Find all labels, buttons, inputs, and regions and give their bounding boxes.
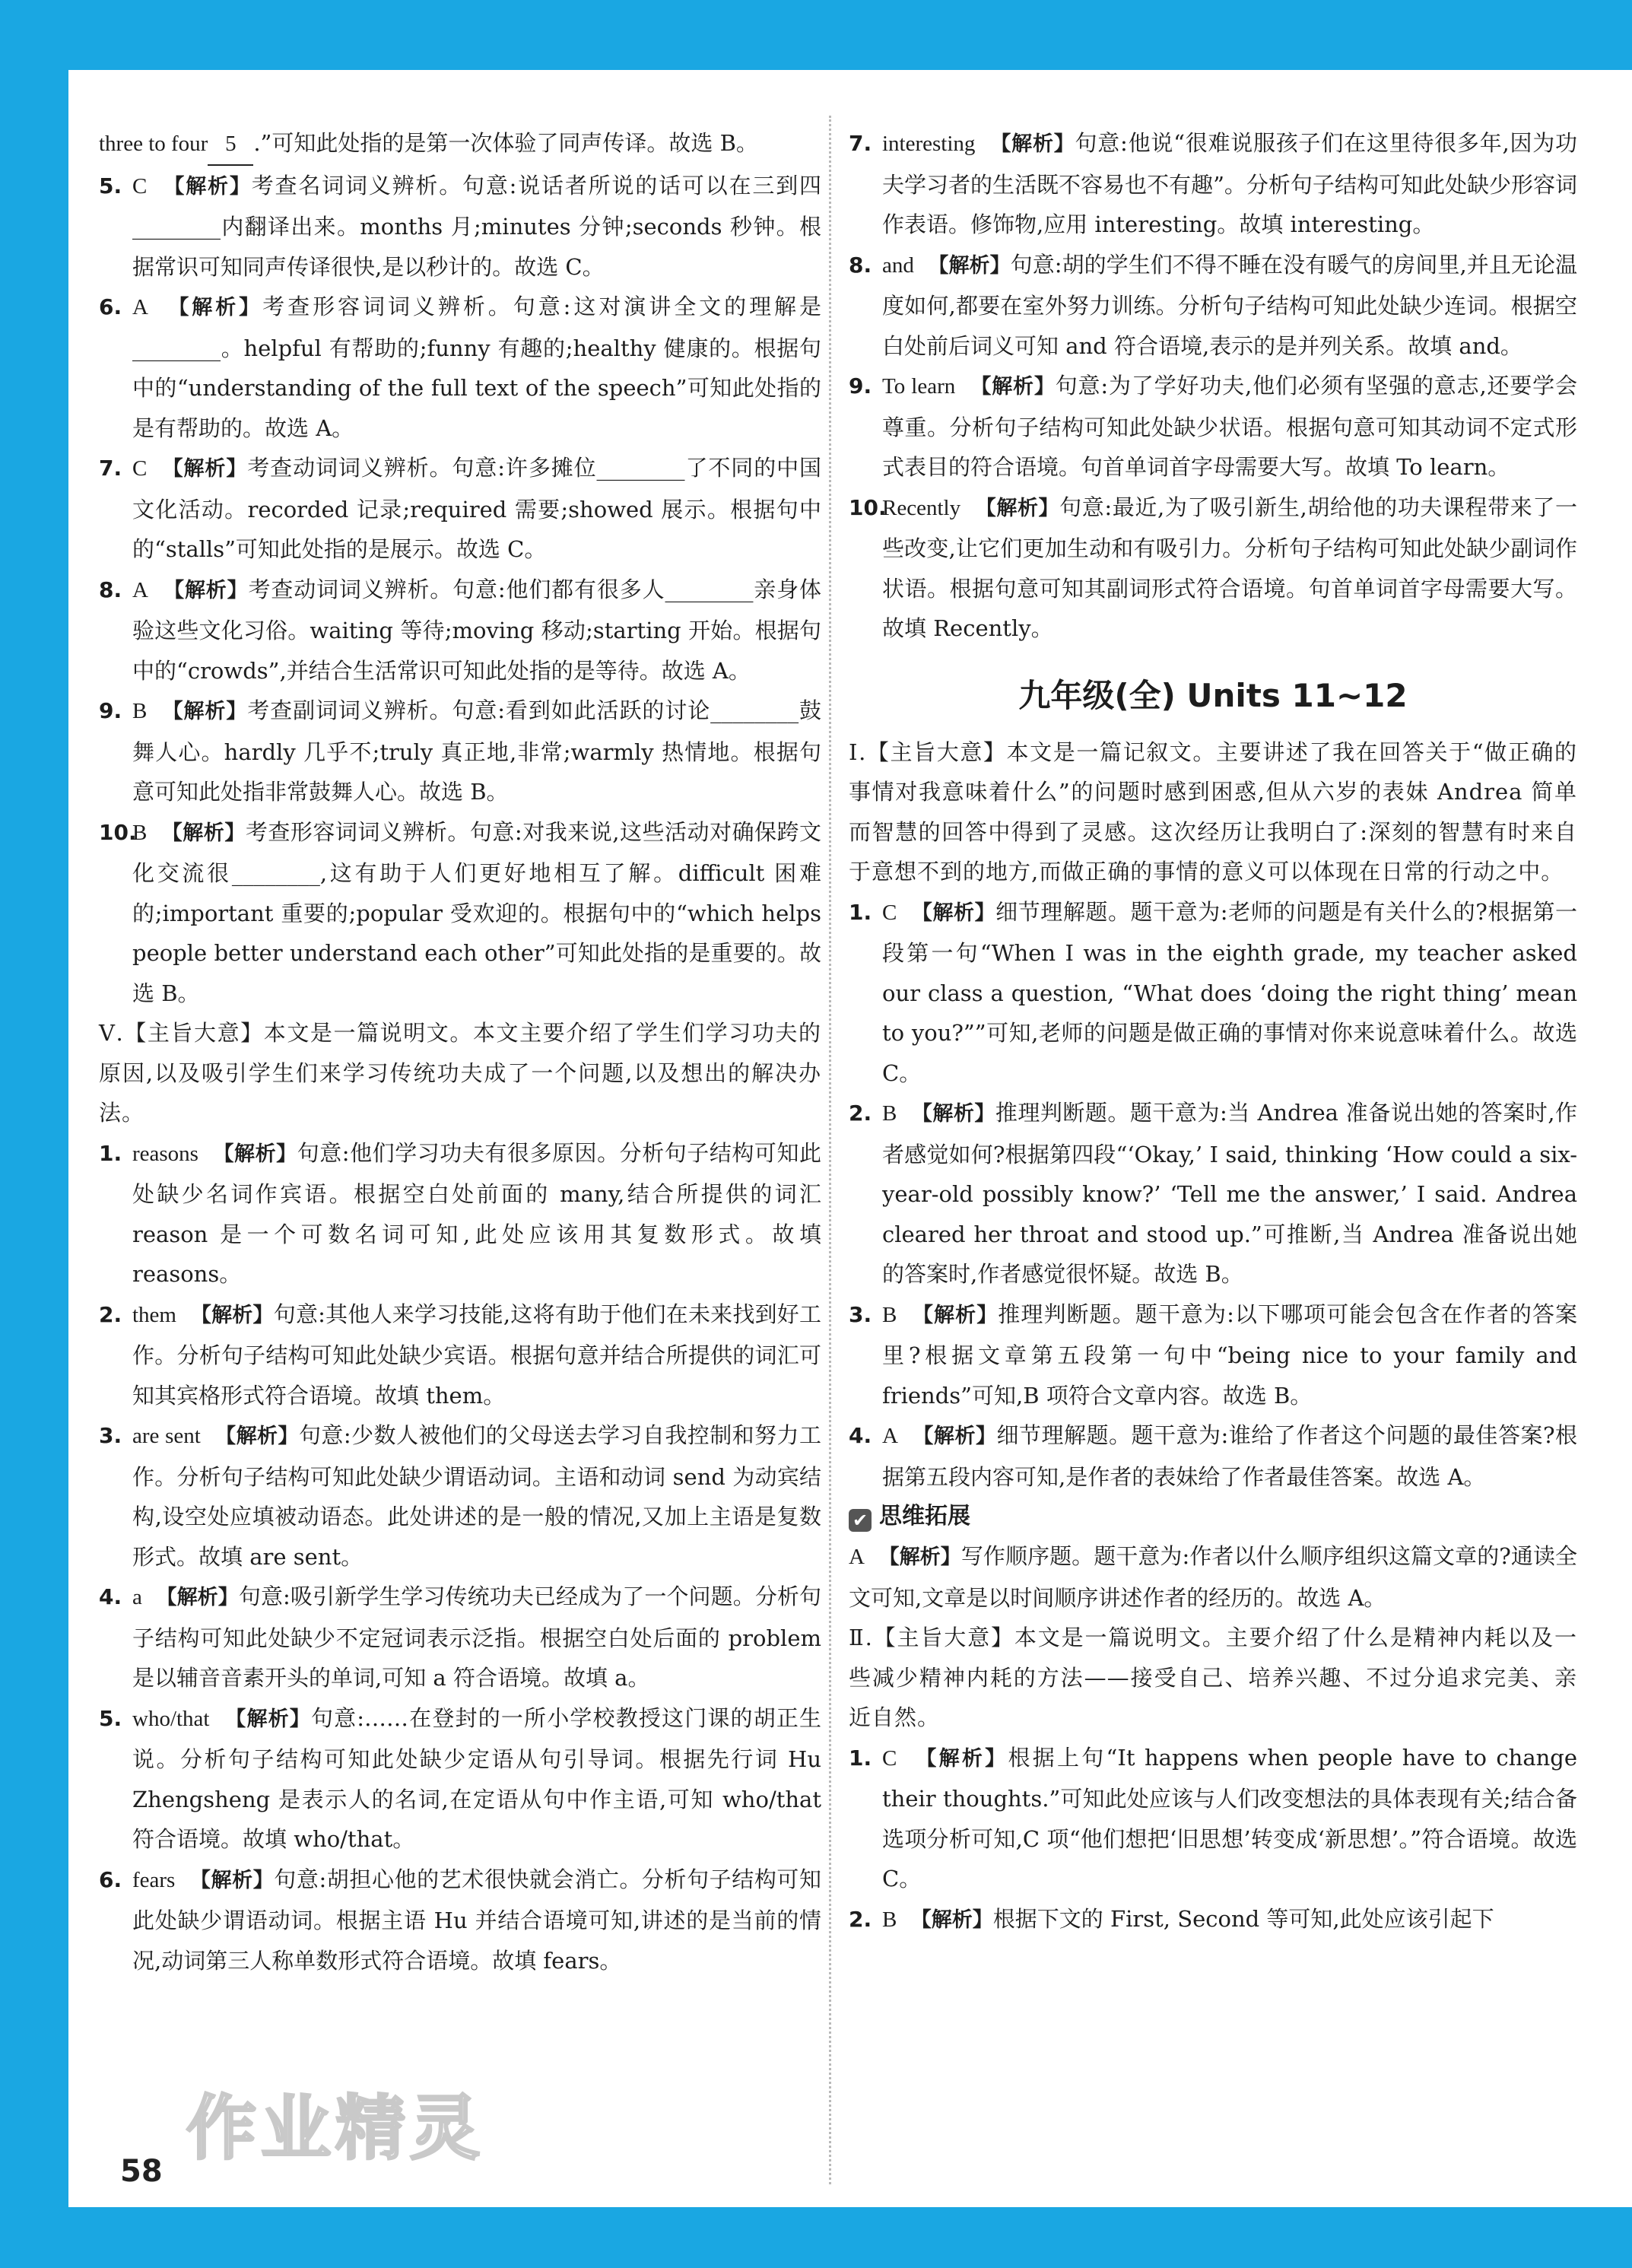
- item-answer: B: [882, 1101, 897, 1126]
- item-explanation: 句意:胡担心他的艺术很快就会消亡。分析句子结构可知此处缺少谓语动词。根据主语 Hu 并结合语境可知,讲述的是当前的情况,动词第三人称单数形式符合语境。故填 fears。: [132, 1866, 822, 1974]
- answer-item: [849, 1415, 1577, 1497]
- item-number: 3.: [849, 1301, 872, 1327]
- analysis-tag: 【解析】: [911, 901, 996, 925]
- answer-item: [849, 892, 1577, 1094]
- thinking-answer: A 【解析】写作顺序题。题干意为:作者以什么顺序组织这篇文章的?通读全文可知,文章是以时间顺序讲述作者的经历的。故选 A。: [849, 1543, 1578, 1611]
- item-answer: fears: [132, 1867, 176, 1892]
- right-column: [849, 123, 1577, 1940]
- analysis-tag: 【解析】: [928, 253, 1011, 278]
- item-answer: A: [132, 577, 148, 602]
- item-explanation: 句意:最近,为了吸引新生,胡给他的功夫课程带来了一些改变,让它们更加生动和有吸引力。分析句子结构可知此处缺少副词作状语。根据句意可知其副词形式符合语境。句首单词首字母需要大写。故填 Recently。: [882, 494, 1577, 641]
- item-explanation: 句意:为了学好功夫,他们必须有坚强的意志,还要学会尊重。分析句子结构可知此处缺少状语。根据句意可知其动词不定式形式表目的符合语境。句首单词首字母需要大写。故填 To learn。: [882, 373, 1578, 480]
- thinking-heading: ✔ 思维拓展: [849, 1497, 1577, 1536]
- item-number: 3.: [99, 1423, 122, 1448]
- answer-item: [99, 1860, 821, 1981]
- item-explanation: 句意:……在登封的一所小学校教授这门课的胡正生说。分析句子结构可知此处缺少定语从句引导词。根据先行词 Hu Zhengsheng 是表示人的名词,在定语从句中作主语,可知 who/that 符合语境。故填 who/that。: [132, 1704, 822, 1852]
- item-number: 7.: [849, 131, 872, 156]
- section-i-summary: Ⅰ.【主旨大意】本文是一篇记叙文。主要讲述了我在回答关于“做正确的事情对我意味着什么”的问题时感到困惑,但从六岁的表妹 Andrea 简单而智慧的回答中得到了灵感。这次经历让我明白了:深刻的智慧有时来自于意想不到的地方,而做正确的事情的意义可以体现在日常的行动之中。: [849, 739, 1577, 885]
- answer-item: [99, 1698, 821, 1860]
- item-answer: Recently: [882, 495, 961, 520]
- column-divider: [829, 116, 831, 2184]
- analysis-tag: 【解析】: [975, 496, 1060, 520]
- item-answer: interesting: [882, 132, 976, 156]
- item-number: 7.: [99, 456, 122, 481]
- analysis-tag: 【解析】: [911, 1102, 995, 1126]
- answer-item: [849, 488, 1577, 649]
- analysis-tag: 【解析】: [916, 1746, 1008, 1771]
- answer-item: [849, 1738, 1577, 1899]
- answer-item: [99, 166, 821, 287]
- right-answer-list-a: [849, 123, 1577, 649]
- answer-item: [99, 287, 821, 448]
- analysis-tag: 【解析】: [970, 375, 1056, 399]
- item-answer: B: [882, 1302, 897, 1327]
- intro-blank: 5: [208, 124, 253, 166]
- answer-item: [849, 1093, 1577, 1294]
- answer-item: [99, 448, 821, 570]
- item-explanation: 考查副词词义辨析。句意:看到如此活跃的讨论________鼓舞人心。hardly 几乎不;truly 真正地,非常;warmly 热情地。根据句意可知此处指非常鼓舞人心。故选 B。: [132, 697, 822, 805]
- analysis-tag: 【解析】: [912, 1303, 999, 1327]
- item-answer: a: [132, 1585, 142, 1609]
- checkmark-icon: ✔: [849, 1509, 872, 1532]
- item-answer: A: [132, 295, 148, 319]
- item-explanation: 细节理解题。题干意为:老师的问题是有关什么的?根据第一段第一句“When I was in the eighth grade, my teacher asked our class a question, “What does ‘doing the right thing’ mean to you?””可知,老师的问题是做正确的事情对你来说意味着什么。故选 C。: [882, 898, 1578, 1086]
- item-explanation: 推理判断题。题干意为:当 Andrea 准备说出她的答案时,作者感觉如何?根据第四段“‘Okay,’ I said, thinking ‘How could a six-year-old possibly know?’ ‘Tell me the answer,’ I said. Andrea cleared her throat and stood up.”可推断,当 Andrea 准备说出她的答案时,作者感觉很怀疑。故选 B。: [882, 1100, 1578, 1287]
- analysis-tag: 【解析】: [213, 1142, 297, 1166]
- item-explanation: 根据下文的 First, Second 等可知,此处应该引起下: [992, 1905, 1494, 1932]
- item-answer: B: [132, 699, 148, 723]
- answer-item: [99, 1294, 821, 1416]
- intro-paragraph: three to four 5 .”可知此处指的是第一次体验了同声传译。故选 B。: [99, 123, 821, 166]
- item-answer: them: [132, 1302, 176, 1327]
- analysis-tag: 【解析】: [190, 1303, 274, 1327]
- item-answer: To learn: [882, 374, 956, 399]
- answer-item: [849, 366, 1577, 488]
- analysis-tag: 【解析】: [225, 1707, 311, 1731]
- answer-item: [849, 1899, 1577, 1941]
- analysis-tag: 【解析】: [910, 1907, 993, 1932]
- answer-item: [849, 123, 1577, 245]
- item-number: 1.: [99, 1140, 122, 1166]
- item-number: 8.: [849, 252, 872, 278]
- answer-item: [99, 691, 821, 812]
- item-number: 2.: [849, 1906, 872, 1932]
- item-explanation: 考查形容词词义辨析。句意:这对演讲全文的理解是________。helpful 有帮助的;funny 有趣的;healthy 健康的。根据句中的“understanding of the full text of the speech”可知此处指的是有帮助的。故选 A。: [132, 294, 822, 441]
- item-number: 2.: [99, 1301, 122, 1327]
- analysis-tag: 【解析】: [162, 700, 248, 723]
- unit-heading: 九年级(全) Units 11~12: [1018, 676, 1408, 714]
- item-answer: A: [882, 1424, 898, 1448]
- page-number: 58: [120, 2154, 163, 2189]
- item-explanation: 句意:少数人被他们的父母送去学习自我控制和努力工作。分析句子结构可知此处缺少谓语动词。主语和动词 send 为动宾结构,设空处应填被动语态。此处讲述的是一般的情况,又加上主语是复数形式。故填 are sent。: [132, 1422, 822, 1570]
- item-answer: reasons: [132, 1141, 198, 1166]
- analysis-tag: 【解析】: [189, 1868, 275, 1892]
- answer-page: [68, 70, 1632, 2207]
- item-explanation: 考查形容词词义辨析。句意:对我来说,这些活动对确保跨文化交流很________,这有助于人们更好地相互了解。difficult 困难的;important 重要的;popular 受欢迎的。根据句中的“which helps people better understand each other”可知此处指的是重要的。故选 B。: [132, 818, 821, 1006]
- right-answer-list-b: [849, 892, 1577, 1498]
- watermark: 作业精灵: [186, 2088, 485, 2169]
- right-answer-list-c: [849, 1738, 1577, 1941]
- item-answer: C: [132, 173, 148, 199]
- item-explanation: 句意:其他人来学习技能,这将有助于他们在未来找到好工作。分析句子结构可知此处缺少宾语。根据句意并结合所提供的词汇可知其宾格形式符合语境。故填 them。: [132, 1301, 822, 1409]
- analysis-tag: 【解析】: [990, 132, 1075, 156]
- item-answer: C: [882, 900, 897, 925]
- item-explanation: 句意:胡的学生们不得不睡在没有暖气的房间里,并且无论温度如何,都要在室外努力训练。分析句子结构可知此处缺少连词。根据空白处前后词义可知 and 符合语境,表示的是并列关系。故填 and。: [882, 251, 1578, 359]
- item-answer: B: [882, 1907, 897, 1932]
- item-explanation: 推理判断题。题干意为:以下哪项可能会包含在作者的答案里?根据文章第五段第一句中“being nice to your family and friends”可知,B 项符合文章内容。故选 B。: [882, 1301, 1578, 1409]
- item-number: 10.: [849, 494, 887, 520]
- analysis-tag: 【解析】: [164, 578, 249, 602]
- analysis-tag: 【解析】: [913, 1425, 997, 1448]
- item-answer: and: [882, 253, 914, 278]
- item-answer: C: [132, 456, 148, 481]
- item-answer: are sent: [132, 1424, 201, 1448]
- left-answer-list-a: [99, 166, 821, 1014]
- item-number: 2.: [849, 1101, 872, 1126]
- item-answer: C: [882, 1745, 897, 1771]
- item-explanation: 句意:他们学习功夫有很多原因。分析句子结构可知此处缺少名词作宾语。根据空白处前面的 many,结合所提供的词汇 reason 是一个可数名词可知,此处应该用其复数形式。故填 reasons。: [132, 1139, 822, 1287]
- answer-item: [849, 245, 1577, 367]
- analysis-tag: 【解析】: [156, 1586, 239, 1609]
- answer-item: [99, 812, 821, 1014]
- section-v-summary: Ⅴ.【主旨大意】本文是一篇说明文。本文主要介绍了学生们学习功夫的原因,以及吸引学生们来学习传统功夫成了一个问题,以及想出的解决办法。: [99, 1020, 821, 1126]
- item-explanation: 考查名词词义辨析。句意:说话者所说的话可以在三到四________内翻译出来。months 月;minutes 分钟;seconds 秒钟。根据常识可知同声传译很快,是以秒计的。故选 C。: [132, 172, 822, 280]
- left-answer-list-b: [99, 1133, 821, 1981]
- item-number: 6.: [99, 1866, 122, 1892]
- item-answer: who/that: [132, 1706, 210, 1731]
- analysis-tag: 【解析】: [168, 296, 263, 319]
- item-explanation: 考查动词词义辨析。句意:许多摊位________了不同的中国文化活动。recorded 记录;required 需要;showed 展示。根据句中的“stalls”可知此处指的是展示。故选 C。: [132, 455, 822, 562]
- answer-item: [99, 1133, 821, 1294]
- item-number: 4.: [99, 1584, 122, 1609]
- item-number: 8.: [99, 577, 122, 602]
- item-number: 1.: [849, 1745, 872, 1771]
- analysis-tag: 【解析】: [162, 457, 248, 481]
- item-explanation: 细节理解题。题干意为:谁给了作者这个问题的最佳答案?根据第五段内容可知,是作者的表妹给了作者最佳答案。故选 A。: [882, 1422, 1578, 1490]
- item-number: 9.: [99, 698, 122, 723]
- analysis-tag: 【解析】: [161, 821, 246, 845]
- answer-item: [849, 1294, 1577, 1416]
- item-explanation: 句意:吸引新学生学习传统功夫已经成为了一个问题。分析句子结构可知此处缺少不定冠词表示泛指。根据空白处后面的 problem 是以辅音音素开头的单词,可知 a 符合语境。故填 a。: [132, 1583, 822, 1691]
- analysis-tag: 【解析】: [215, 1425, 299, 1448]
- answer-item: [99, 570, 821, 691]
- item-number: 5.: [99, 173, 122, 199]
- item-explanation: 考查动词词义辨析。句意:他们都有很多人________亲身体验这些文化习俗。waiting 等待;moving 移动;starting 开始。根据句中的“crowds”,并结合生活常识可知此处指的是等待。故选 A。: [132, 576, 821, 684]
- item-number: 5.: [99, 1705, 122, 1731]
- answer-item: [99, 1577, 821, 1698]
- item-number: 9.: [849, 373, 872, 399]
- item-answer: B: [132, 820, 148, 845]
- analysis-tag: 【解析】: [164, 174, 252, 199]
- section-ii-summary: Ⅱ.【主旨大意】本文是一篇说明文。主要介绍了什么是精神内耗以及一些减少精神内耗的方法——接受自己、培养兴趣、不过分追求完美、亲近自然。: [849, 1625, 1577, 1730]
- item-number: 1.: [849, 899, 872, 925]
- item-number: 4.: [849, 1423, 872, 1448]
- item-number: 10.: [99, 819, 137, 845]
- left-column: [99, 123, 821, 1981]
- item-explanation: 根据上句“It happens when people have to change their thoughts.”可知此处应该与人们改变想法的具体表现有关;结合备选项分析可知,C 项“他们想把‘旧思想’转变成‘新思想’。”符合语境。故选 C。: [882, 1744, 1578, 1892]
- answer-item: [99, 1415, 821, 1577]
- item-number: 6.: [99, 294, 122, 319]
- item-explanation: 句意:他说“很难说服孩子们在这里待很多年,因为功夫学习者的生活既不容易也不有趣”。分析句子结构可知此处缺少形容词作表语。修饰物,应用 interesting。故填 interesting。: [882, 130, 1577, 237]
